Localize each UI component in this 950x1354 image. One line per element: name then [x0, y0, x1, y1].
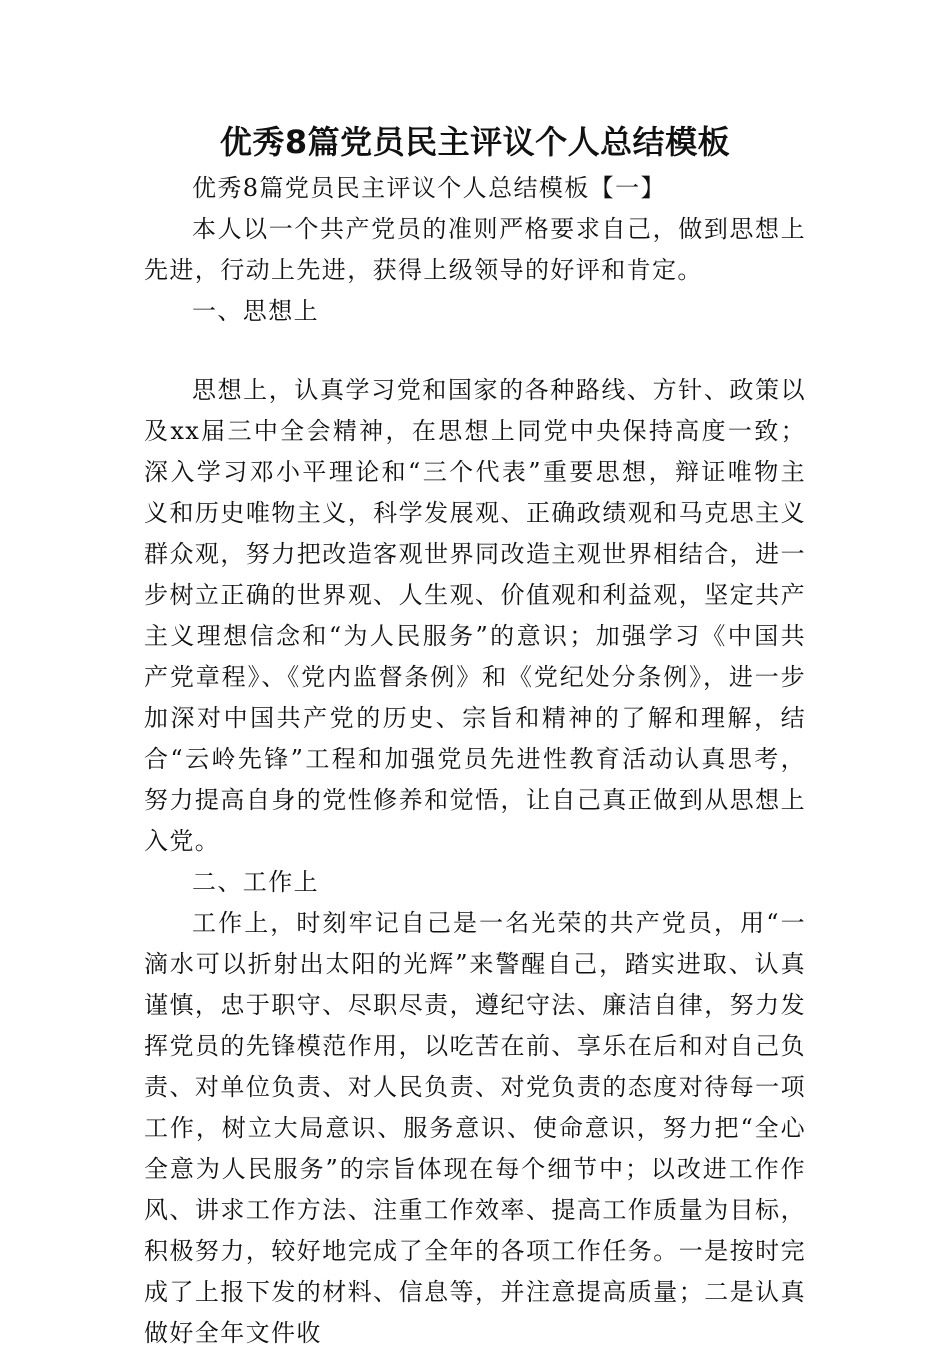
work-paragraph: 工作上，时刻牢记自己是一名光荣的共产党员，用“一滴水可以折射出太阳的光辉”来警醒自己，踏实进取、认真谨慎，忠于职守、尽职尽责，遵纪守法、廉洁自律，努力发挥党员的先锋模范作用，以吃苦在前、享乐在后和对自己负责、对单位负责、对人民负责、对党负责的态度对待每一项工作，树立大局意识、服务意识、使命意识，努力把“全心全意为人民服务”的宗旨体现在每个细节中；以改进工作作风、讲求工作方法、注重工作效率、提高工作质量为目标，积极努力，较好地完成了全年的各项工作任务。一是按时完成了上报下发的材料、信息等，并注意提高质量；二是认真做好全年文件收 [144, 909, 806, 1347]
heading-thought: 一、思想上 [192, 297, 319, 325]
blank-line [144, 332, 806, 370]
section-subtitle: 优秀8篇党员民主评议个人总结模板【一】 [192, 174, 666, 202]
document-page [144, 120, 806, 1354]
thought-paragraph: 思想上，认真学习党和国家的各种路线、方针、政策以及xx届三中全会精神，在思想上同党中央保持高度一致；深入学习邓小平理论和“三个代表”重要思想，辩证唯物主义和历史唯物主义，科学发展观、正确政绩观和马克思主义群众观，努力把改造客观世界同改造主观世界相结合，进一步树立正确的世界观、人生观、价值观和利益观，坚定共产主义理想信念和“为人民服务”的意识；加强学习《中国共产党章程》、《党内监督条例》和《党纪处分条例》，进一步加深对中国共产党的历史、宗旨和精神的了解和理解，结合“云岭先锋”工程和加强党员先进性教育活动认真思考，努力提高自身的党性修养和觉悟，让自己真正做到从思想上入党。 [144, 376, 806, 855]
heading-work: 二、工作上 [192, 868, 319, 896]
document-title: 优秀8篇党员民主评议个人总结模板 [219, 123, 731, 161]
intro-paragraph: 本人以一个共产党员的准则严格要求自己，做到思想上先进，行动上先进，获得上级领导的好评和肯定。 [144, 215, 806, 284]
